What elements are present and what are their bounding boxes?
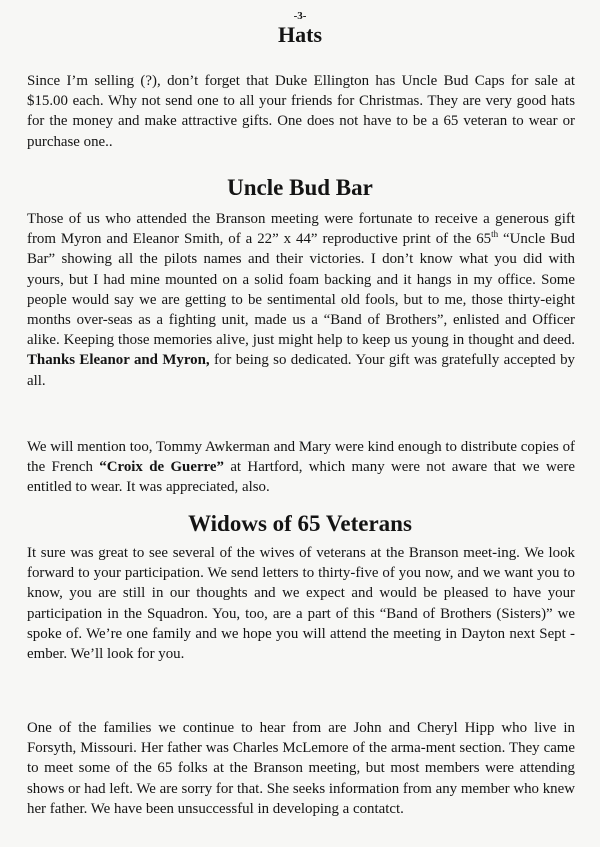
hats-paragraph: Since I’m selling (?), don’t forget that Duke Ellington has Uncle Bud Caps for sale at $15.00 each. Why not send one to all your friends for Christmas. They are very good hats for the money and make attractive gifts. One does not have to be a 65 veteran to wear or purchase one.. (27, 73, 575, 150)
widows-paragraph-1: It sure was great to see several of the wives of veterans at the Branson meet-ing. We look forward to your participation. We send letters to thirty-five of you now, and we want you to know, you are still in our thoughts and we expect and would be pleased to have your participation in the Squadron. You, too, are a part of this “Band of Brothers (Sisters)” we spoke of. We’re one family and we hope you will attend the meeting in Dayton next Sept - ember. We’ll look for you. (27, 545, 575, 663)
croix-text-2: at Hartford, which many were not aware that we were entitled to wear. It was appreciated, also. (27, 459, 575, 496)
widows-heading: Widows of 65 Veterans (188, 511, 412, 536)
ordinal-suffix: th (491, 229, 499, 240)
croix-de-guerre-paragraph (27, 437, 575, 498)
uncle-bud-bar-text-1: Those of us who attended the Branson meeting were fortunate to receive a generous gift from Myron and Eleanor Smith, of a 22” x 44” reproductive print of the 65 (27, 211, 575, 248)
page-number: -3- (293, 10, 307, 22)
croix-bold: “Croix de Guerre” (99, 459, 224, 476)
hats-heading: Hats (278, 22, 322, 47)
uncle-bud-bar-text-3: for being so dedicated. Your gift was gratefully accepted by all. (27, 352, 575, 389)
widows-paragraph-2: One of the families we continue to hear from are John and Cheryl Hipp who live in Forsyth, Missouri. Her father was Charles McLemore of the arma-ment section. They came to meet some of the 65 folks at the Branson meeting, but most members were attending shows or had left. We are sorry for that. She seeks information from any member who knew her father. We have been unsuccessful in developing a contatct. (27, 720, 575, 817)
uncle-bud-bar-paragraph (27, 209, 575, 391)
croix-text-1: We will mention too, Tommy Awkerman and Mary were kind enough to distribute copies of the French (27, 439, 575, 476)
thanks-bold: Thanks Eleanor and Myron, (27, 352, 210, 369)
uncle-bud-bar-heading: Uncle Bud Bar (227, 175, 373, 200)
uncle-bud-bar-text-2: “Uncle Bud Bar” showing all the pilots names and their victories. I don’t know what you did with yours, but I had mine mounted on a solid foam backing and it hangs in my office. Some people would say we are getting to be sentimental old fools, but to me, those thirty-eight months over-seas as a fighting unit, made us a “Band of Brothers”, enlisted and Officer alike. Keeping those memories alive, just might help to keep us young in thought and deed. (27, 231, 575, 349)
